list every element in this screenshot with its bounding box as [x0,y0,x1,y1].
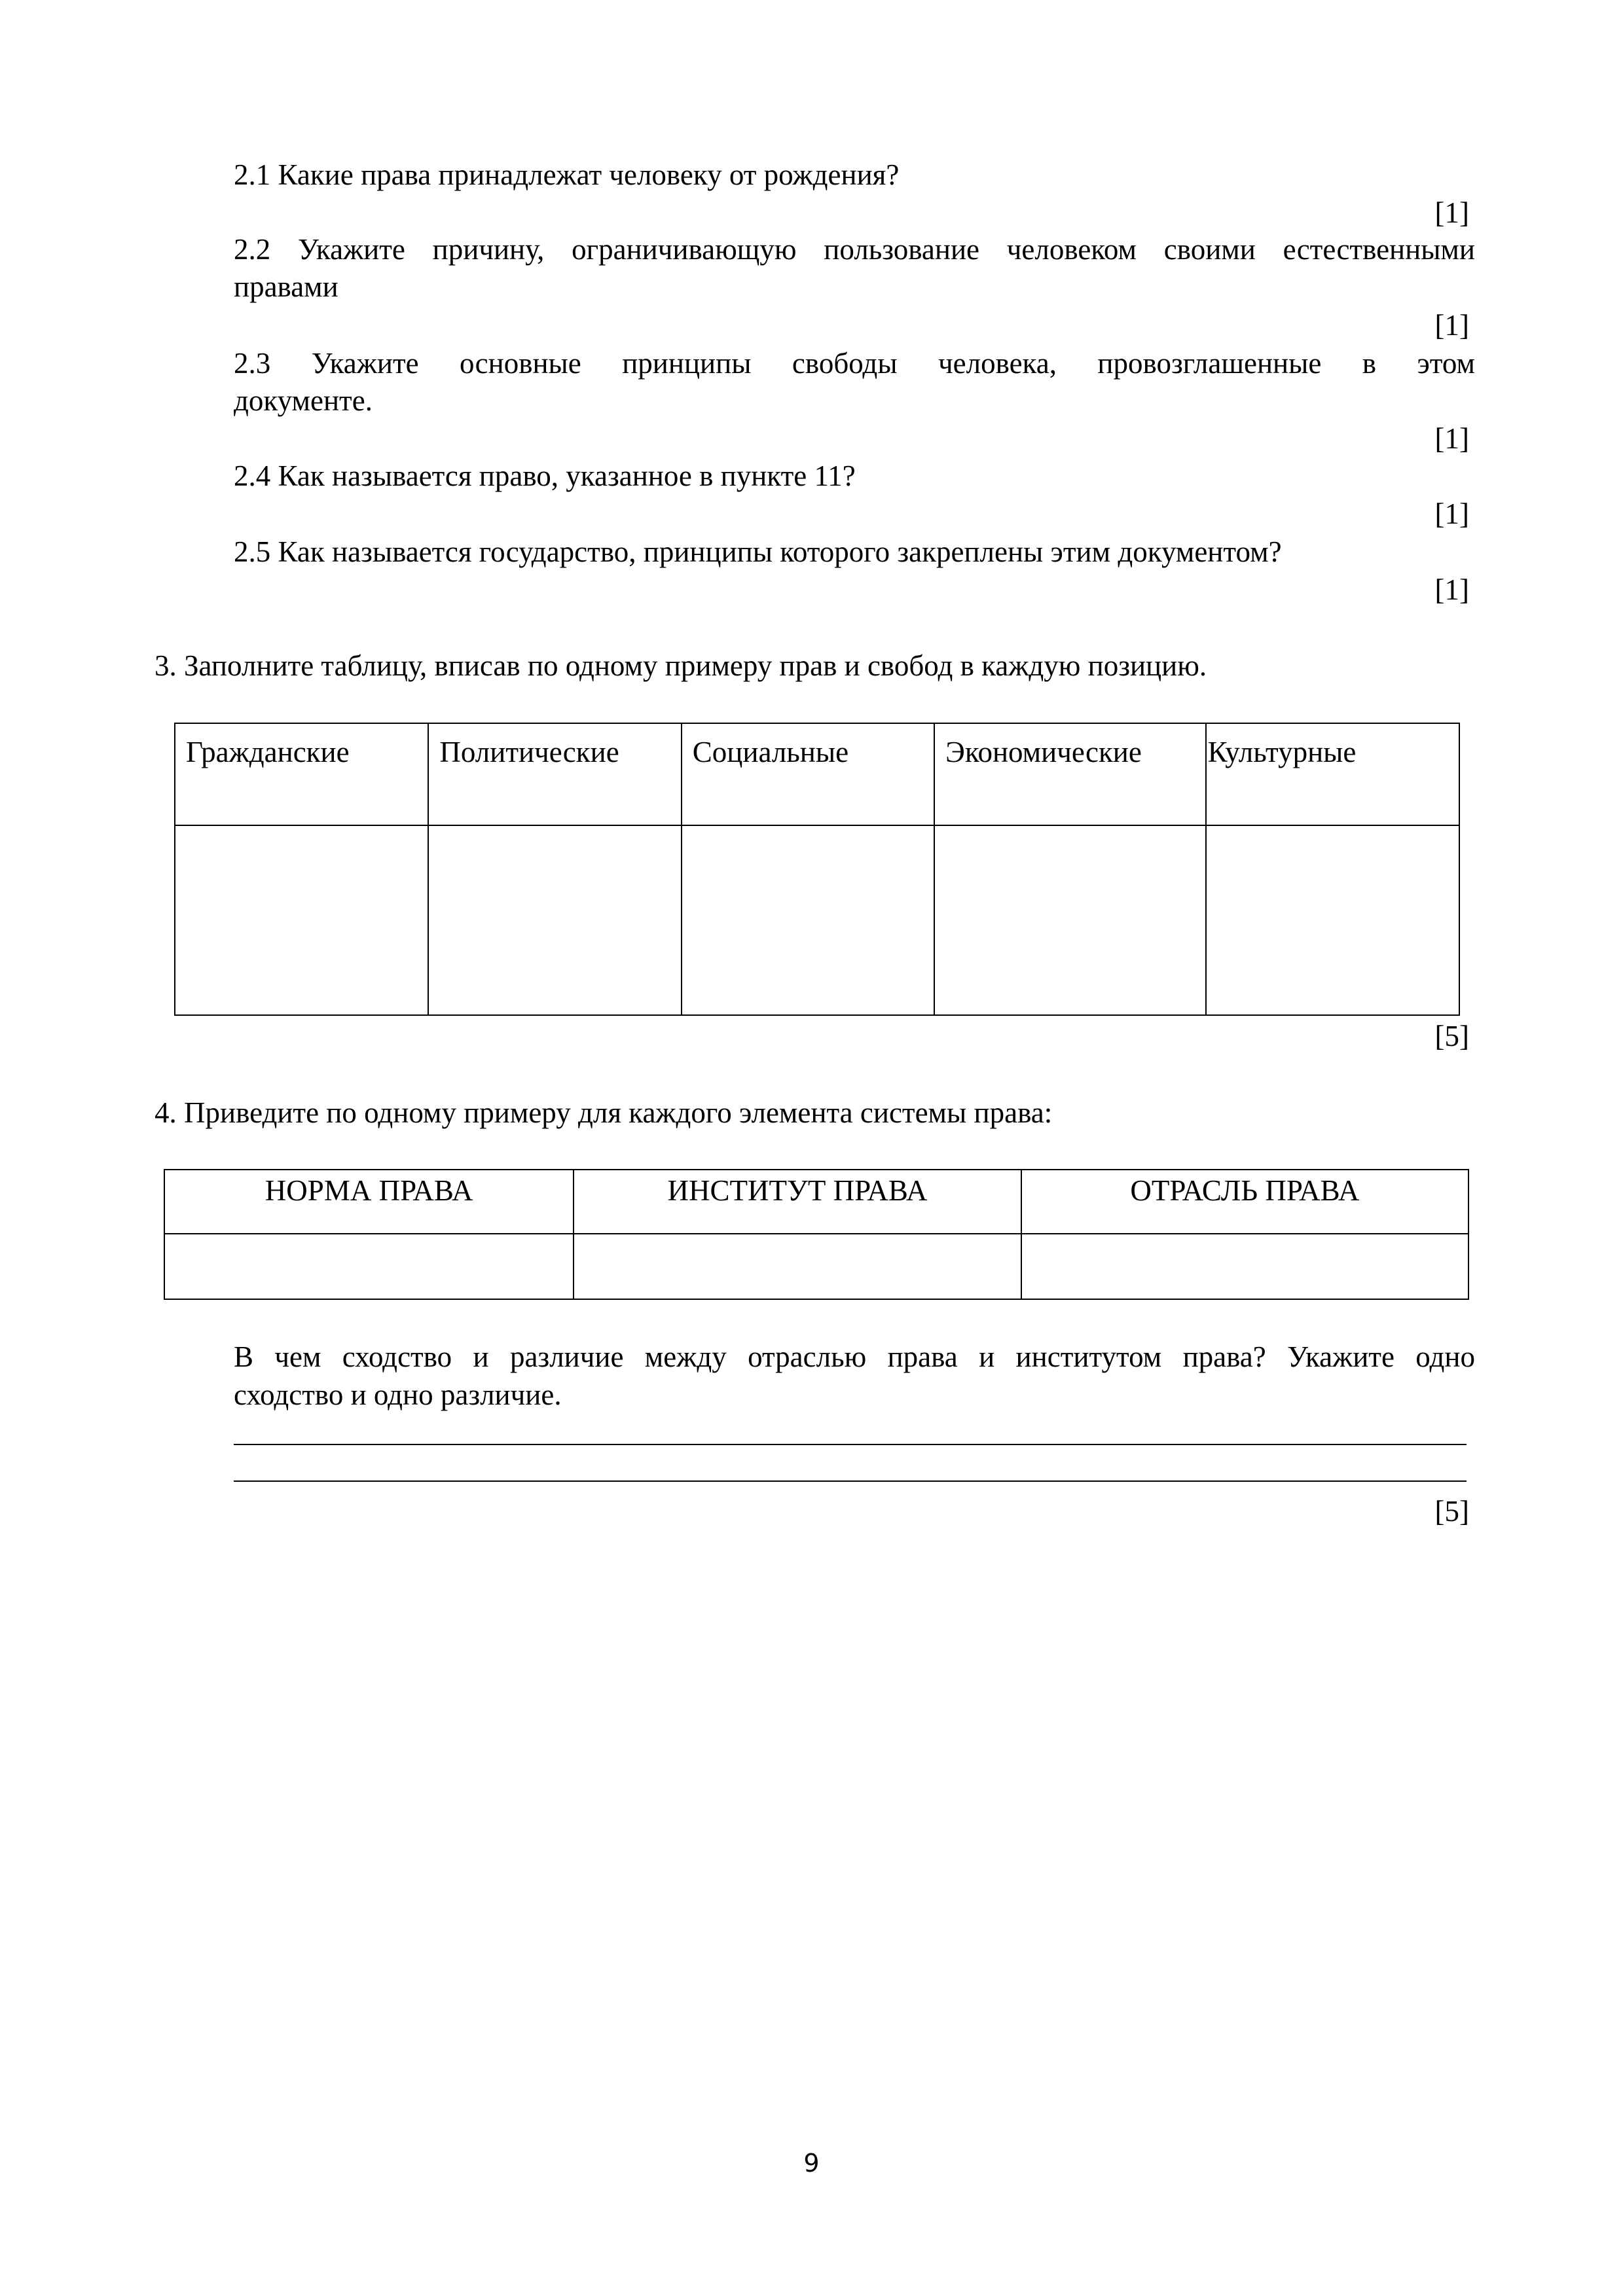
system-cell-norm[interactable] [164,1234,574,1299]
rights-cell-civil[interactable] [175,825,428,1015]
question-2-5: 2.5 Как называется государство, принципы которого закреплены этим документом? [234,535,1282,568]
question-2-4: 2.4 Как называется право, указанное в пункте 11? [234,459,856,492]
rights-header-social: Социальные [682,723,934,825]
score-3: [5] [1434,1020,1469,1052]
question-2-2-line2: правами [234,270,338,303]
score-2-3: [1] [1434,422,1469,455]
rights-header-civil: Гражданские [175,723,428,825]
system-header-institute: ИНСТИТУТ ПРАВА [574,1170,1021,1234]
score-2-5: [1] [1434,573,1469,606]
question-4-follow-line1: В чем сходство и различие между отраслью права и институтом права? Укажите одно [234,1340,1475,1373]
question-4-follow-line2: сходство и одно различие. [234,1378,562,1411]
rights-cell-social[interactable] [682,825,934,1015]
page-number: 9 [803,2149,820,2178]
question-2-2-line1: 2.2 Укажите причину, ограничивающую пользование человеком своими естественными [234,233,1475,266]
law-system-table [164,1169,1469,1300]
answer-line-1[interactable] [234,1444,1467,1445]
system-header-branch: ОТРАСЛЬ ПРАВА [1021,1170,1468,1234]
rights-header-economic: Экономические [934,723,1205,825]
system-cell-institute[interactable] [574,1234,1021,1299]
score-2-2: [1] [1434,309,1469,342]
score-2-4: [1] [1434,497,1469,530]
answer-line-2[interactable] [234,1480,1467,1482]
rights-table [174,723,1460,1016]
system-header-norm: НОРМА ПРАВА [164,1170,574,1234]
question-2-3-line2: документе. [234,384,373,417]
score-4: [5] [1434,1495,1469,1528]
system-cell-branch[interactable] [1021,1234,1468,1299]
question-2-3-line1: 2.3 Укажите основные принципы свободы человека, провозглашенные в этом [234,347,1475,380]
rights-cell-cultural[interactable] [1206,825,1459,1015]
question-2-1: 2.1 Какие права принадлежат человеку от рождения? [234,158,900,191]
question-4: 4. Приведите по одному примеру для каждого элемента системы права: [155,1096,1053,1129]
rights-cell-economic[interactable] [934,825,1205,1015]
rights-header-political: Политические [428,723,681,825]
question-3: 3. Заполните таблицу, вписав по одному примеру прав и свобод в каждую позицию. [155,649,1207,682]
rights-cell-political[interactable] [428,825,681,1015]
rights-header-cultural: Культурные [1206,723,1459,825]
score-2-1: [1] [1434,196,1469,229]
